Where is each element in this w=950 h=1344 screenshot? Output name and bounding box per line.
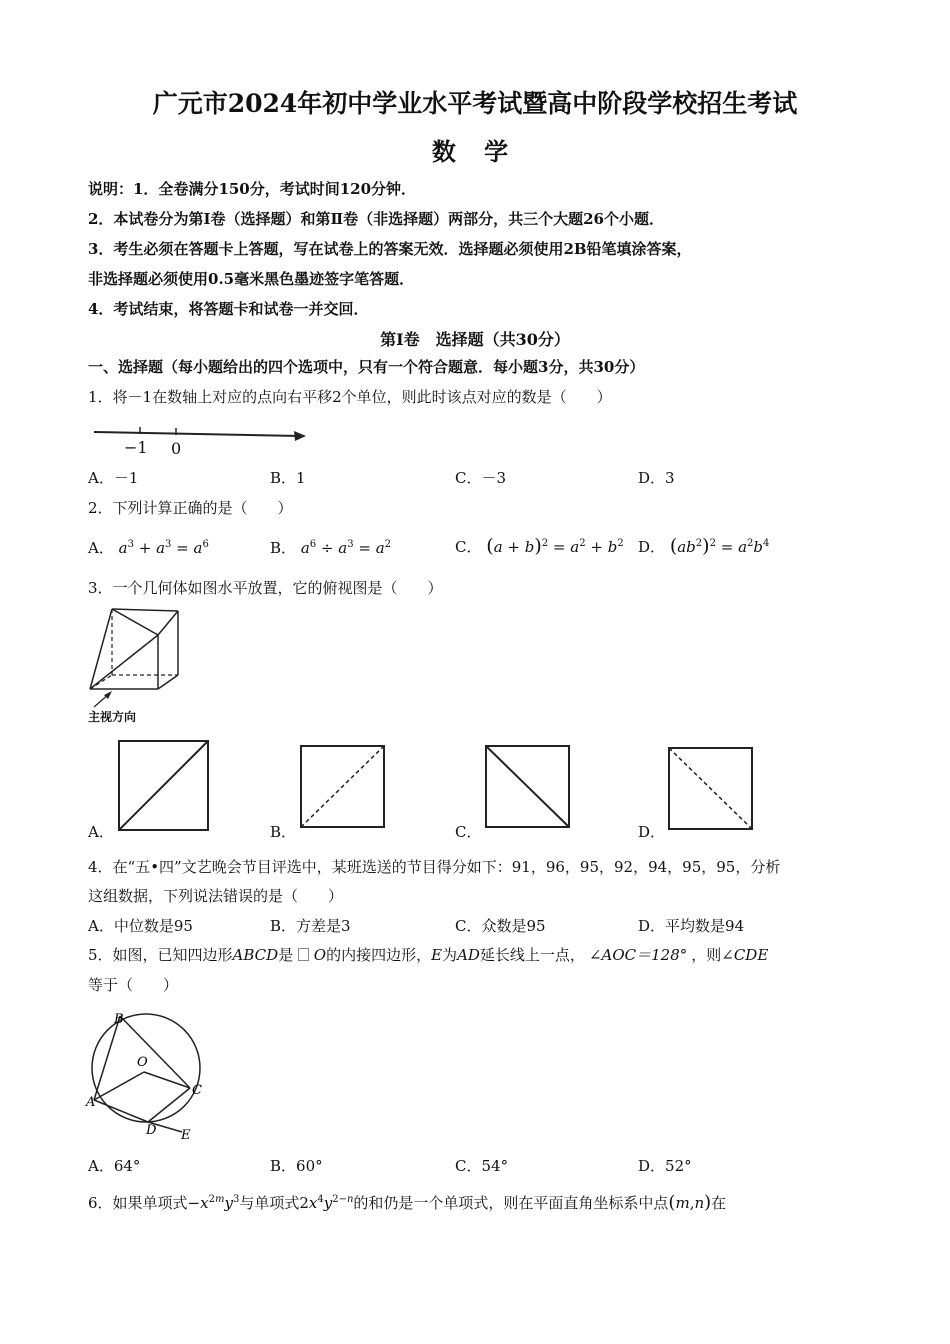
q4-option-a: A．中位数是95 [88,917,193,935]
label-a: A [86,1095,96,1110]
instruction-3-cont: 非选择题必须使用0.5毫米黑色墨迹签字笔答题． [88,270,415,288]
section-heading: 一、选择题（每小题给出的四个选项中，只有一个符合题意．每小题3分，共30分） [88,358,645,376]
instruction-3: 3．考生必须在答题卡上答题，写在试卷上的答案无效．选择题必须使用2B铅笔填涂答案， [88,240,692,258]
q5-option-b: B．60° [270,1157,323,1175]
label-d: D [146,1123,157,1138]
exam-subject: 数 学 [431,137,519,166]
q3-option-b-label: B． [270,823,297,841]
q1-option-b: B．1 [270,469,306,487]
q4-stem-line2: 这组数据，下列说法错误的是（ ） [88,887,344,905]
q6-stem: 6．如果单项式$-x^{2m}y^3$与单项式$2x^4y^{2-n}$的和仍是一个单项式，则在平面直角坐标系中点(m,n)在 [88,1192,727,1213]
q5-option-a: A．64° [88,1157,141,1175]
q1-number-line [88,418,318,458]
q3-option-d-figure[interactable] [668,747,754,831]
q4-stem-line1: 4．在“五•四”文艺晚会节目评选中，某班选送的节目得分如下：91，96，95，92，94，95，95，分析 [88,858,781,876]
q5-option-c: C．54° [455,1157,509,1175]
instruction-1: 说明：1．全卷满分150分，考试时间120分钟． [88,180,417,198]
q3-option-a-figure[interactable] [118,740,210,832]
instruction-4: 4．考试结束，将答题卡和试卷一并交回． [88,300,369,318]
circle-symbol-box [298,948,309,961]
number-line-arrow [294,431,306,441]
q3-option-b-figure[interactable] [300,745,386,829]
exam-title: 广元市2024年初中学业水平考试暨高中阶段学校招生考试 [152,89,798,118]
q4-option-b: B．方差是3 [270,917,351,935]
number-line-axis [94,432,300,436]
q1-option-d: D．3 [638,469,675,487]
axis-label-minus1: −1 [124,438,148,457]
part1-heading: 第Ⅰ卷 选择题（共30分） [380,330,570,349]
q5-stem-line2: 等于（ ） [88,976,179,994]
q2-option-d: D． $(ab^2)^2 = a^2b^4$ [638,535,770,557]
q2-option-c: C． $(a + b)^2 = a^2 + b^2$ [455,535,624,557]
instruction-2: 2．本试卷分为第Ⅰ卷（选择题）和第Ⅱ卷（非选择题）两部分，共三个大题26个小题． [88,210,664,228]
q2-option-a: A． $a^3 + a^3 = a^6$ [88,539,209,557]
q5-stem-line1: 5．如图，已知四边形ABCD是 O的内接四边形，E为AD延长线上一点， ∠AOC＝128° ，则∠CDE [88,946,769,964]
q3-option-d-label: D． [638,823,666,841]
q4-option-c: C．众数是95 [455,917,546,935]
q4-option-d: D．平均数是94 [638,917,745,935]
q1-option-a: A．－1 [88,469,139,487]
axis-label-0: 0 [171,439,182,458]
label-e: E [181,1128,191,1143]
q5-option-d: D．52° [638,1157,692,1175]
q5-circle-figure [86,1008,216,1143]
label-c: C [192,1083,202,1098]
q2-option-b: B． $a^6 \div a^3 = a^2$ [270,539,392,557]
q3-stem: 3．一个几何体如图水平放置，它的俯视图是（ ） [88,579,443,597]
q3-option-c-figure[interactable] [485,745,571,829]
label-o: O [137,1055,148,1070]
q3-figure-caption: 主视方向 [88,710,137,724]
label-b: B [114,1012,124,1027]
q3-option-c-label: C． [455,823,482,841]
q1-stem: 1．将－1在数轴上对应的点向右平移2个单位，则此时该点对应的数是（ ） [88,388,612,406]
q2-stem: 2．下列计算正确的是（ ） [88,499,293,517]
q3-solid-figure [86,605,196,705]
q3-option-a-label: A． [88,823,114,841]
q1-option-c: C．－3 [455,469,507,487]
